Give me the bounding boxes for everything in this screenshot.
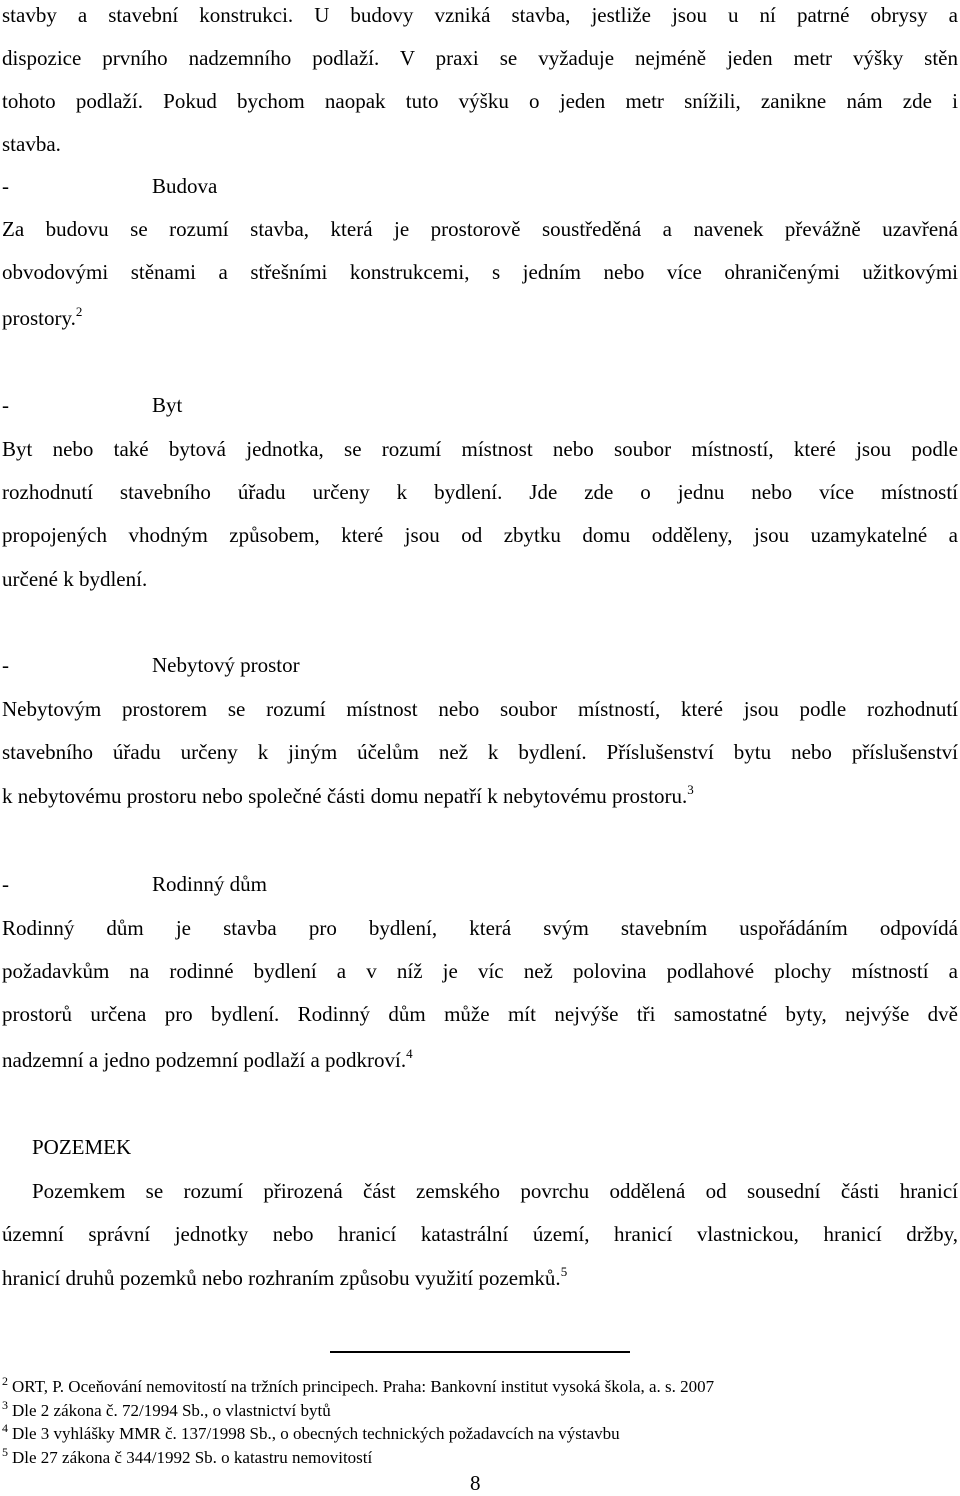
- rodinny-line-1: Rodinný dům je stavba pro bydlení, která svým stavebním uspořádáním odpovídá: [2, 916, 958, 940]
- nebytovy-line-1: Nebytovým prostorem se rozumí místnost nebo soubor místností, které jsou podle rozhodnutí: [2, 697, 958, 721]
- nebytovy-line-3: [2, 781, 958, 811]
- intro-line-1: stavby a stavební konstrukci. U budovy vzniká stavba, jestliže jsou u ní patrné obrysy a: [2, 3, 958, 27]
- byt-line-1: Byt nebo také bytová jednotka, se rozumí místnost nebo soubor místností, které jsou podle: [2, 437, 958, 461]
- rodinny-dash: -: [2, 872, 9, 896]
- footnote-ref-3: 3: [687, 782, 694, 797]
- rodinny-line-3: prostorů určena pro bydlení. Rodinný dům může mít nejvýše tři samostatné byty, nejvýše dvě: [2, 1002, 958, 1026]
- byt-line-3: propojených vhodným způsobem, které jsou od zbytku domu odděleny, jsou uzamykatelné a: [2, 523, 958, 547]
- budova-line-1: Za budovu se rozumí stavba, která je prostorově soustředěná a navenek převážně uzavřená: [2, 217, 958, 241]
- intro-line-3: tohoto podlaží. Pokud bychom naopak tuto výšku o jeden metr snížili, zanikne nám zde i: [2, 89, 958, 113]
- intro-line-2: dispozice prvního nadzemního podlaží. V praxi se vyžaduje nejméně jeden metr výšky stěn: [2, 46, 958, 70]
- budova-line-3-text: prostory.: [2, 306, 76, 330]
- pozemek-line-1: Pozemkem se rozumí přirozená část zemského povrchu oddělená od sousední části hranicí: [32, 1179, 958, 1203]
- page-number: 8: [470, 1471, 481, 1495]
- pozemek-line-2: územní správní jednotky nebo hranicí katastrální území, hranicí vlastnickou, hranicí držby,: [2, 1222, 958, 1246]
- footnote-separator: [330, 1351, 630, 1353]
- byt-line-4: určené k bydlení.: [2, 567, 148, 591]
- footnote-ref-2: 2: [75, 304, 83, 319]
- nebytovy-dash: -: [2, 653, 9, 677]
- footnote-ref-5: 5: [560, 1264, 568, 1279]
- footnote-4-number: 4: [2, 1421, 8, 1435]
- budova-line-3: [2, 303, 958, 333]
- intro-line-4: stavba.: [2, 132, 61, 156]
- footnote-3: [2, 1400, 331, 1422]
- byt-heading: Byt: [152, 393, 183, 417]
- footnote-5-text: Dle 27 zákona č 344/1992 Sb. o katastru nemovitostí: [12, 1448, 373, 1467]
- pozemek-line-3-text: hranicí druhů pozemků nebo rozhraním způsobu využití pozemků.: [2, 1266, 561, 1290]
- budova-dash: -: [2, 174, 9, 198]
- nebytovy-line-3-text: k nebytovému prostoru nebo společné části domu nepatří k nebytovému prostoru.: [2, 784, 688, 808]
- footnote-2-text: ORT, P. Oceňování nemovitostí na tržních principech. Praha: Bankovní institut vysoká škola, a. s. 2007: [12, 1377, 715, 1396]
- footnote-5: [2, 1447, 372, 1469]
- pozemek-line-3: [2, 1263, 958, 1293]
- footnote-2: [2, 1376, 714, 1398]
- rodinny-line-4: [2, 1045, 958, 1075]
- rodinny-line-4-text: nadzemní a jedno podzemní podlaží a podkroví.: [2, 1048, 407, 1072]
- footnote-3-number: 3: [2, 1398, 8, 1412]
- nebytovy-heading: Nebytový prostor: [152, 653, 300, 677]
- pozemek-heading: POZEMEK: [32, 1135, 132, 1159]
- footnote-5-number: 5: [2, 1445, 8, 1459]
- rodinny-heading: Rodinný dům: [152, 872, 267, 896]
- nebytovy-line-2: stavebního úřadu určeny k jiným účelům než k bydlení. Příslušenství bytu nebo příslušenství: [2, 740, 958, 764]
- rodinny-line-2: požadavkům na rodinné bydlení a v níž je víc než polovina podlahové plochy místností a: [2, 959, 958, 983]
- footnote-ref-4: 4: [406, 1046, 413, 1061]
- byt-dash: -: [2, 393, 9, 417]
- footnote-3-text: Dle 2 zákona č. 72/1994 Sb., o vlastnictví bytů: [12, 1401, 331, 1420]
- footnote-2-number: 2: [2, 1374, 8, 1388]
- byt-line-2: rozhodnutí stavebního úřadu určeny k bydlení. Jde zde o jednu nebo více místností: [2, 480, 958, 504]
- budova-heading: Budova: [152, 174, 218, 198]
- budova-line-2: obvodovými stěnami a střešními konstrukcemi, s jedním nebo více ohraničenými užitkovými: [2, 260, 958, 284]
- footnote-4-text: Dle 3 vyhlášky MMR č. 137/1998 Sb., o obecných technických požadavcích na výstavbu: [12, 1424, 620, 1443]
- footnote-4: [2, 1423, 620, 1445]
